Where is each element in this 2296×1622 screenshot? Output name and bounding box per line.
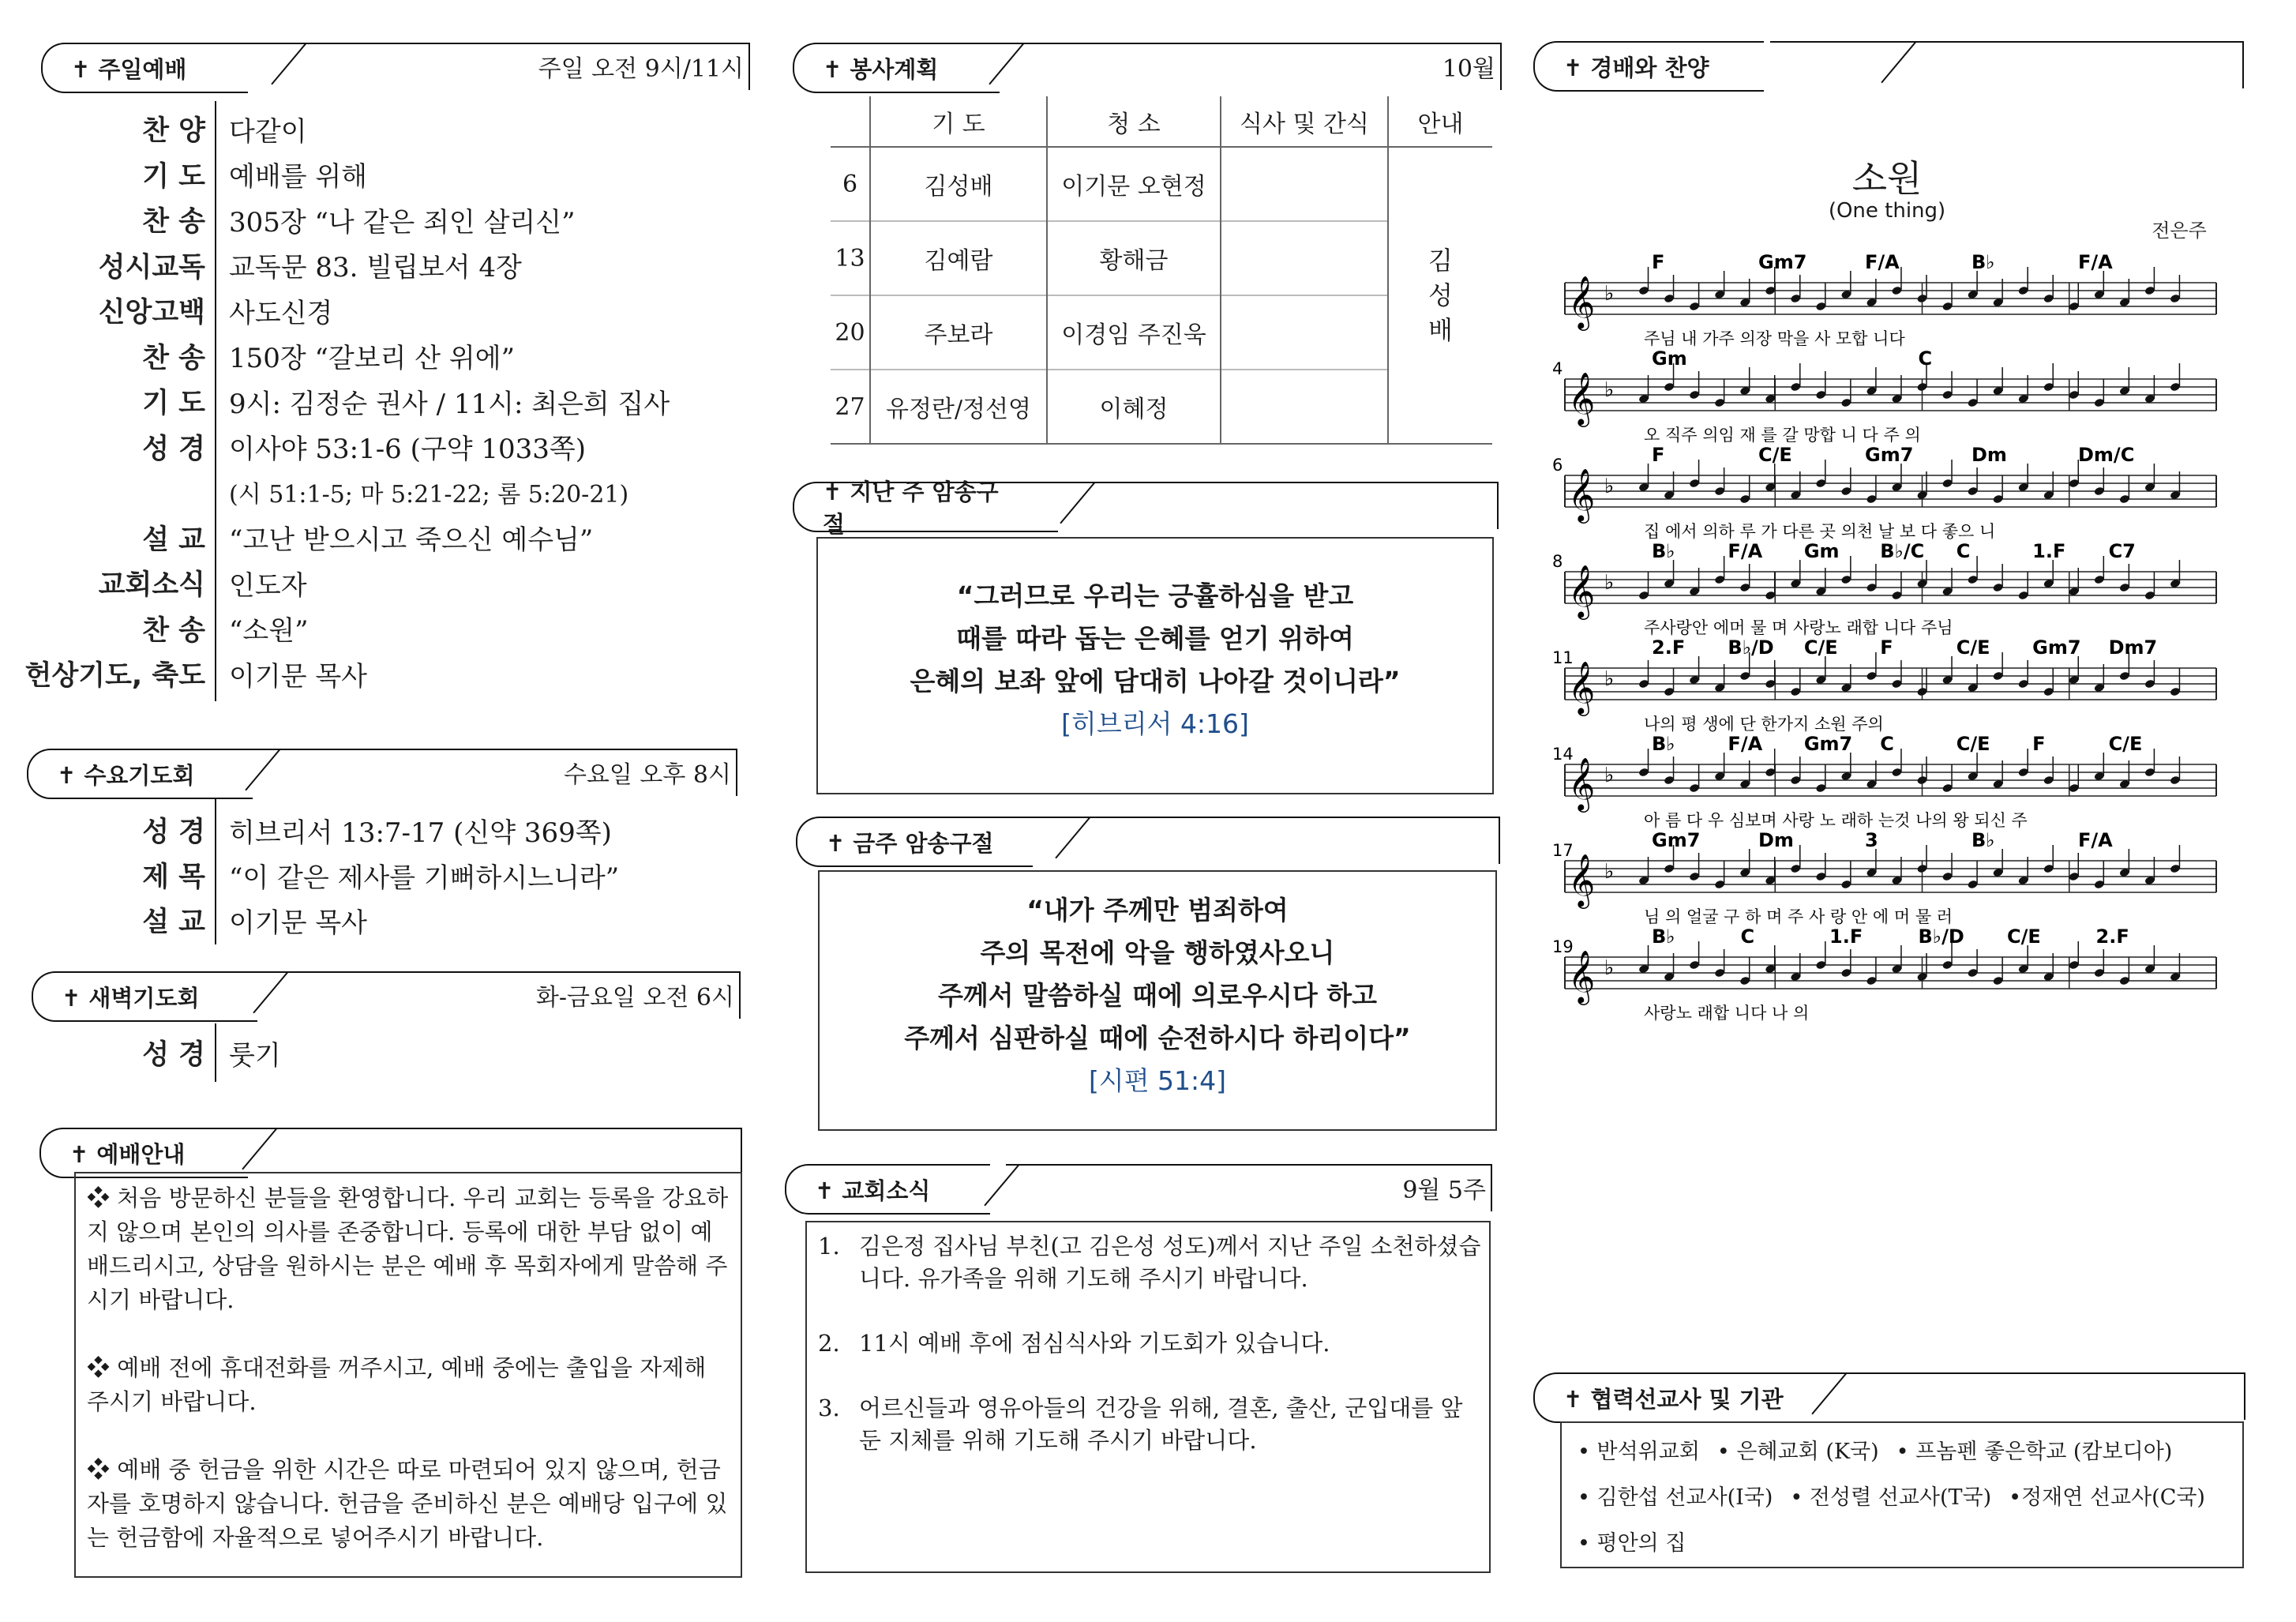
- chord-symbol: B♭: [1971, 251, 1995, 273]
- order-row: [142, 515, 594, 561]
- prayer-person: 주보라: [870, 295, 1047, 370]
- prayer-person: 유정란/정선영: [870, 370, 1047, 444]
- header-meal: 식사 및 간식: [1221, 96, 1388, 147]
- news-item: [818, 1327, 1481, 1360]
- order-value: 룻기: [229, 1039, 281, 1072]
- mission-item: • 김한섭 선교사(I국): [1578, 1485, 1773, 1510]
- chord-symbol: C/E: [1956, 636, 1990, 659]
- wednesday-order: [142, 799, 722, 944]
- flat-key-icon: ♭: [1604, 956, 1615, 980]
- missions-box: [1560, 1421, 2244, 1568]
- order-label: 찬 송: [142, 342, 205, 374]
- this-verse-text: “내가 주께만 범죄하여 주의 목전에 악을 행하였사오니 주께서 말씀하실 때에 의로우시다 하고 주께서 심판하실 때에 순전하시다 하리이다” [시편 51:4]: [820, 889, 1495, 1102]
- chord-symbol: B♭: [1971, 829, 1995, 851]
- lyrics-line: 주사랑안 에머 물 며 사랑노 래합 니다 주님: [1644, 618, 1953, 637]
- order-label: 교회소식: [98, 569, 205, 601]
- section-title: ✝ 봉사계획: [793, 43, 1000, 93]
- measure-number: 4: [1552, 359, 1563, 378]
- flat-key-icon: ♭: [1604, 571, 1615, 595]
- order-row: [142, 606, 309, 651]
- order-value: 이기문 목사: [229, 907, 368, 939]
- order-value: “고난 받으시고 죽으신 예수님”: [229, 524, 594, 556]
- chord-symbol: C: [1956, 540, 1971, 562]
- treble-clef-icon: 𝄞: [1568, 660, 1596, 714]
- chord-symbol: Gm7: [1652, 829, 1701, 851]
- order-row: [142, 852, 620, 898]
- order-row: [98, 287, 333, 333]
- order-row: [142, 807, 612, 853]
- news-text: 김은정 집사님 부친(고 김은성 성도)께서 지난 주일 소천하셨습니다. 유가족을 위해 기도해 주시기 바랍니다.: [859, 1233, 1481, 1292]
- news-number: 2.: [818, 1330, 840, 1357]
- wednesday-time: 수요일 오후 8시: [563, 761, 731, 789]
- order-row: [142, 424, 587, 470]
- chord-symbol: B♭/D: [1918, 926, 1964, 948]
- sunday-order: [24, 101, 722, 701]
- chord-symbol: 1.F: [2032, 540, 2066, 562]
- order-label: 헌상기도, 축도: [24, 660, 205, 692]
- lyrics-line: 님 의 얼굴 구 하 며 주 사 랑 안 에 머 물 러: [1644, 907, 1953, 926]
- section-title: ✝ 주일예배: [41, 43, 248, 93]
- order-value: “이 같은 제사를 기뻐하시느니라”: [229, 862, 620, 894]
- chord-symbol: B♭: [1652, 540, 1675, 562]
- cleaning-person: 이경임 주진욱: [1047, 295, 1221, 370]
- lyrics-line: 오 직주 의임 재 를 갈 망합 니 다 주 의: [1644, 426, 1921, 445]
- section-title: ✝ 경배와 찬양: [1533, 41, 1764, 92]
- treble-clef-icon: 𝄞: [1568, 853, 1596, 907]
- verse-reference: [히브리서 4:16]: [1061, 708, 1249, 739]
- news-number: 3.: [818, 1395, 840, 1421]
- chord-symbol: F: [1880, 636, 1893, 659]
- header-guide: 안내: [1417, 110, 1464, 138]
- this-verse-section: [796, 817, 1500, 872]
- lyrics-line: 집 에서 의하 루 가 다른 곳 의천 날 보 다 좋으 니: [1644, 522, 1996, 541]
- order-label: 성 경: [142, 433, 205, 465]
- order-label: 성시교독: [98, 251, 205, 283]
- meal-person: [1221, 370, 1388, 444]
- chord-symbol: C/E: [2108, 733, 2143, 755]
- chord-symbol: Gm7: [1803, 733, 1853, 755]
- chord-symbol: B♭: [1652, 926, 1675, 948]
- order-row: [142, 106, 307, 152]
- chord-symbol: F: [1652, 444, 1665, 466]
- order-value: 150장 “갈보리 산 위에”: [229, 343, 515, 374]
- news-text: 어르신들과 영유아들의 건강을 위해, 결혼, 출산, 군입대를 앞둔 지체를 위해 기도해 주시기 바랍니다.: [859, 1395, 1463, 1454]
- measure-number: 14: [1552, 745, 1574, 764]
- church-news-section: [785, 1164, 1492, 1219]
- sheet-music: [1549, 237, 2260, 1232]
- service-table: [831, 96, 1492, 445]
- order-value: 이기문 목사: [229, 660, 368, 693]
- lyrics-line: 아 름 다 우 심보며 사랑 노 래하 는것 나의 왕 되신 주: [1644, 811, 2028, 830]
- mission-item: • 반석위교회: [1578, 1440, 1700, 1464]
- order-value: 인도자: [229, 569, 307, 602]
- mission-item: •정재연 선교사(C국): [2009, 1485, 2205, 1510]
- chord-symbol: C/E: [1956, 733, 1990, 755]
- order-value: 예배를 위해: [229, 161, 368, 193]
- sunday-time: 주일 오전 9시/11시: [538, 55, 744, 83]
- chord-symbol: F/A: [1728, 733, 1763, 755]
- chord-symbol: C/E: [1758, 444, 1792, 466]
- chord-symbol: 1.F: [1829, 926, 1863, 948]
- order-row: [216, 469, 628, 515]
- section-title: ✝ 지난 주 암송구절: [793, 482, 1058, 532]
- prayer-person: 김예람: [870, 221, 1047, 295]
- chord-symbol: Dm7: [2108, 636, 2158, 659]
- guide-paragraph: ❖ 예배 중 헌금을 위한 시간은 따로 마련되어 있지 않으며, 헌금자를 호명하지 않습니다. 헌금을 준비하신 분은 예배당 입구에 있는 헌금함에 자율적으로 넣어주시기 바랍니다.: [87, 1456, 728, 1551]
- measure-number: 6: [1552, 456, 1563, 475]
- mission-item: • 프놈펜 좋은학교 (캄보디아): [1896, 1440, 2173, 1464]
- chord-symbol: Dm: [1758, 829, 1794, 851]
- measure-number: 17: [1552, 841, 1574, 860]
- chord-symbol: 2.F: [1652, 636, 1686, 659]
- order-value: 305장 “나 같은 죄인 살리신”: [229, 206, 576, 238]
- missions-section: [1533, 1372, 2245, 1428]
- chord-symbol: Dm/C: [2078, 444, 2135, 466]
- chord-symbol: C: [1918, 347, 1933, 370]
- order-value: 9시: 김정순 권사 / 11시: 최은희 집사: [229, 388, 670, 420]
- church-news-box: [805, 1221, 1491, 1573]
- mission-line: [1578, 1475, 2227, 1521]
- cleaning-person: 황해금: [1047, 221, 1221, 295]
- order-label: 기 도: [142, 160, 205, 193]
- song-composer: 전은주: [2152, 220, 2207, 242]
- treble-clef-icon: 𝄞: [1568, 275, 1596, 329]
- order-value: 사도신경: [229, 297, 333, 329]
- chord-symbol: 2.F: [2095, 926, 2129, 948]
- treble-clef-icon: 𝄞: [1568, 757, 1596, 810]
- section-title: ✝ 새벽기도회: [32, 971, 257, 1022]
- chord-symbol: Gm: [1652, 347, 1687, 370]
- lyrics-line: 나의 평 생에 단 한가지 소원 주의: [1644, 715, 1884, 734]
- measure-number: 8: [1552, 552, 1563, 571]
- day: 13: [831, 221, 870, 295]
- guide-paragraph: ❖ 예배 전에 휴대전화를 꺼주시고, 예배 중에는 출입을 자제해 주시기 바랍니다.: [87, 1354, 707, 1415]
- chord-symbol: C7: [2108, 540, 2136, 562]
- meal-person: [1221, 147, 1388, 221]
- order-label: 찬 양: [142, 115, 205, 147]
- this-verse-box: [818, 870, 1497, 1131]
- mission-item: • 평안의 집: [1578, 1531, 1686, 1556]
- treble-clef-icon: 𝄞: [1568, 467, 1596, 521]
- order-row: [98, 560, 307, 606]
- flat-key-icon: ♭: [1604, 667, 1615, 691]
- order-value: “소원”: [229, 615, 309, 647]
- last-verse-box: [816, 537, 1494, 794]
- chord-symbol: C/E: [1803, 636, 1838, 659]
- dawn-time: 화-금요일 오전 6시: [535, 984, 734, 1012]
- order-row: [98, 242, 522, 288]
- chord-symbol: C: [1880, 733, 1894, 755]
- chord-symbol: C/E: [2007, 926, 2041, 948]
- chord-symbol: F: [2032, 733, 2046, 755]
- order-value: 이사야 53:1-6 (구약 1033쪽): [229, 434, 587, 465]
- chord-symbol: F/A: [1728, 540, 1763, 562]
- meal-person: [1221, 295, 1388, 370]
- chord-symbol: Gm7: [1865, 444, 1914, 466]
- cleaning-person: 이기문 오현정: [1047, 147, 1221, 221]
- treble-clef-icon: 𝄞: [1568, 564, 1596, 618]
- chord-symbol: F: [1652, 251, 1665, 273]
- measure-number: 19: [1552, 937, 1574, 956]
- order-label: 제 목: [142, 862, 205, 893]
- praise-section: [1533, 41, 2244, 96]
- song-subtitle: (One thing): [1828, 199, 1946, 223]
- measure-number: 11: [1552, 648, 1574, 667]
- order-row: [142, 897, 368, 943]
- flat-key-icon: ♭: [1604, 282, 1615, 306]
- header-cleaning: 청 소: [1047, 96, 1221, 147]
- verse-reference: [시편 51:4]: [1088, 1065, 1227, 1096]
- sunday-worship-section: [41, 43, 750, 98]
- chord-symbol: F/A: [2078, 251, 2113, 273]
- section-title: ✝ 예배안내: [39, 1128, 248, 1178]
- news-item: [818, 1230, 1481, 1295]
- order-label: 신앙고백: [98, 297, 205, 329]
- day: 6: [831, 147, 870, 221]
- treble-clef-icon: 𝄞: [1568, 371, 1596, 425]
- last-verse-section: [793, 479, 1499, 538]
- order-label: 설 교: [142, 907, 205, 938]
- section-title: ✝ 수요기도회: [27, 749, 253, 799]
- mission-item: • 전성렬 선교사(T국): [1790, 1485, 1992, 1510]
- order-row: [142, 152, 368, 197]
- worship-guide-box: [74, 1172, 742, 1578]
- order-label: 설 교: [142, 524, 205, 556]
- order-value: 히브리서 13:7-17 (신약 369쪽): [229, 817, 612, 849]
- chord-symbol: B♭/C: [1880, 540, 1925, 562]
- order-value: 다같이: [229, 115, 307, 148]
- chord-symbol: F/A: [1865, 251, 1900, 273]
- last-verse-text: “그러므로 우리는 긍휼하심을 받고 때를 따라 돕는 은혜를 얻기 위하여 은혜의 보좌 앞에 담대히 나아갈 것이니라” [히브리서 4:16]: [818, 575, 1492, 745]
- order-label: 찬 송: [142, 614, 205, 647]
- chord-symbol: B♭/D: [1728, 636, 1774, 659]
- news-number: 1.: [818, 1233, 840, 1260]
- flat-key-icon: ♭: [1604, 475, 1615, 498]
- order-row: [142, 333, 515, 379]
- order-label: 찬 송: [142, 206, 205, 238]
- order-label: 성 경: [142, 817, 205, 848]
- order-row: [142, 1030, 281, 1076]
- dawn-order: [142, 1023, 722, 1082]
- flat-key-icon: ♭: [1604, 860, 1615, 884]
- dawn-prayer-section: [32, 971, 741, 1027]
- service-month: 10월: [1442, 55, 1495, 83]
- sunday-worship-header: [41, 43, 750, 88]
- prayer-person: 김성배: [870, 147, 1047, 221]
- chord-symbol: Gm7: [2032, 636, 2081, 659]
- flat-key-icon: ♭: [1604, 764, 1615, 787]
- news-item: [818, 1392, 1481, 1457]
- day: 20: [831, 295, 870, 370]
- order-row: [142, 197, 576, 242]
- section-title: ✝ 금주 암송구절: [796, 817, 1033, 867]
- news-text: 11시 예배 후에 점심식사와 기도회가 있습니다.: [859, 1330, 1330, 1357]
- order-label: 기 도: [142, 388, 205, 419]
- chord-symbol: C: [1740, 926, 1755, 948]
- mission-item: • 은혜교회 (K국): [1716, 1440, 1879, 1464]
- order-value: (시 51:1-5; 마 5:21-22; 롬 5:20-21): [229, 481, 629, 509]
- day: 27: [831, 370, 870, 444]
- chord-symbol: Gm: [1803, 540, 1840, 562]
- service-plan-section: [793, 43, 1502, 98]
- order-row: [142, 378, 670, 424]
- order-label: 성 경: [142, 1039, 205, 1071]
- chord-symbol: 3: [1865, 829, 1878, 851]
- flat-key-icon: ♭: [1604, 378, 1615, 402]
- news-week: 9월 5주: [1402, 1177, 1486, 1204]
- chord-symbol: B♭: [1652, 733, 1675, 755]
- mission-line: [1578, 1429, 2227, 1475]
- chord-symbol: F/A: [2078, 829, 2113, 851]
- order-row: [24, 651, 368, 696]
- wednesday-prayer-section: [27, 749, 737, 804]
- section-title: ✝ 협력선교사 및 기관: [1533, 1372, 1830, 1423]
- chord-symbol: Dm: [1971, 444, 2007, 466]
- order-value: 교독문 83. 빌립보서 4장: [229, 252, 522, 283]
- chord-symbol: Gm7: [1758, 251, 1807, 273]
- lyrics-line: 주님 내 가주 의장 막을 사 모합 니다: [1644, 329, 1905, 348]
- cleaning-person: 이혜정: [1047, 370, 1221, 444]
- lyrics-line: 사랑노 래합 니다 나 의: [1644, 1004, 1810, 1023]
- mission-line: [1578, 1521, 2227, 1567]
- meal-person: [1221, 221, 1388, 295]
- guide-paragraph: ❖ 처음 방문하신 분들을 환영합니다. 우리 교회는 등록을 강요하지 않으며 본인의 의사를 존중합니다. 등록에 대한 부담 없이 예배드리시고, 상담을 원하시는 분은 예배 후 목회자에게 말씀해 주시기 바랍니다.: [87, 1185, 729, 1313]
- song-title: 소원: [1851, 157, 1923, 200]
- header-prayer: 기 도: [870, 96, 1047, 147]
- treble-clef-icon: 𝄞: [1568, 949, 1596, 1003]
- guide-person: 김 성 배: [1388, 147, 1492, 444]
- section-title: ✝ 교회소식: [785, 1164, 990, 1215]
